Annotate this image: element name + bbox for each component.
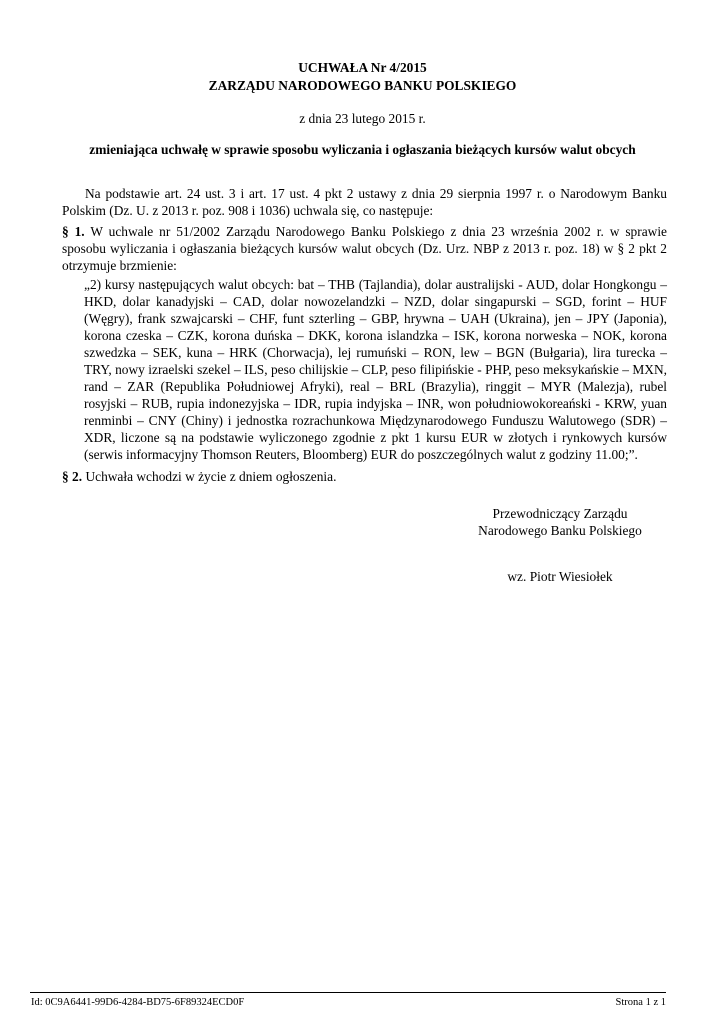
section-2-paragraph [62, 468, 667, 485]
page-number: Strona 1 z 1 [615, 997, 666, 1008]
section-2-text: Uchwała wchodzi w życie z dniem ogłoszenia. [85, 469, 337, 484]
document-title: UCHWAŁA Nr 4/2015 [298, 60, 427, 75]
document-id: Id: 0C9A6441-99D6-4284-BD75-6F89324ECD0F [31, 997, 245, 1008]
signature-role-line2: Narodowego Banku Polskiego [478, 523, 642, 538]
issuer-title: ZARZĄDU NARODOWEGO BANKU POLSKIEGO [208, 78, 517, 93]
footer-divider [30, 992, 666, 993]
section-1-paragraph [62, 223, 667, 274]
intro-paragraph: Na podstawie art. 24 ust. 3 i art. 17 ust. 4 pkt 2 ustawy z dnia 29 sierpnia 1997 r. o Narodowym Banku Polskim (Dz. U. z 2013 r. poz. 908 i 1036) uchwala się, co następuje: [62, 186, 667, 218]
document-date: z dnia 23 lutego 2015 r. [299, 111, 426, 126]
section-1-text: W uchwale nr 51/2002 Zarządu Narodowego Banku Polskiego z dnia 23 września 2002 r. w sprawie sposobu wyliczania i ogłaszania bieżących kursów walut obcych (Dz. Urz. NBP z 2013 r. poz. 18) w § 2 pkt 2 otrzymuje brzmienie: [62, 224, 667, 273]
section-2-label: § 2. [62, 469, 83, 484]
section-1-label: § 1. [62, 224, 85, 239]
quoted-amendment: „2) kursy następujących walut obcych: bat – THB (Tajlandia), dolar australijski - AUD, dolar Hongkongu – HKD, dolar kanadyjski – CAD, dolar nowozelandzki – NZD, dolar singapurski – SGD, forint – HUF (Węgry), frank szwajcarski – CHF, funt szterling – GBP, hrywna – UAH (Ukraina), jen – JPY (Japonia), korona czeska – CZK, korona duńska – DKK, korona islandzka – ISK, korona norweska – NOK, korona szwedzka – SEK, kuna – HRK (Chorwacja), lej rumuński – RON, lew – BGN (Bułgaria), lira turecka – TRY, nowy izraelski szekel – ILS, peso chilijskie – CLP, peso filipińskie - PHP, peso meksykańskie – MXN, rand – ZAR (Republika Południowej Afryki), real – BRL (Brazylia), ringgit – MYR (Malezja), rubel rosyjski – RUB, rupia indonezyjska – IDR, rupia indyjska – INR, won południowokoreański - KRW, yuan renminbi – CNY (Chiny) i jednostka rozrachunkowa Międzynarodowego Funduszu Walutowego (SDR) – XDR, liczone są na podstawie wyliczonego zgodnie z pkt 1 kursu EUR w złotych i rynkowych kursów (serwis informacyjny Thomson Reuters, Bloomberg) EUR do poszczególnych walut z godziny 11.00;”. [84, 277, 667, 462]
signature-role-line1: Przewodniczący Zarządu [492, 506, 628, 521]
document-subject: zmieniająca uchwałę w sprawie sposobu wyliczania i ogłaszania bieżących kursów walut obcych [89, 142, 636, 157]
signatory-name: wz. Piotr Wiesiołek [507, 569, 613, 584]
